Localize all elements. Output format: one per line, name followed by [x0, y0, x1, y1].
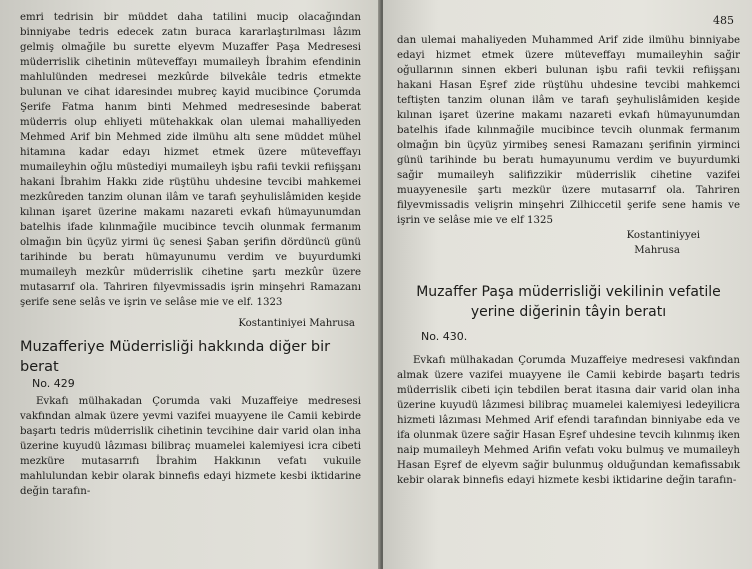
- left-section-body: Evkafı mülhakadan Çorumda vaki Muzaffeiye medresesi vakfından almak üzere yevmi vazifei muayyene ile Camii kebirde başartı tedris müderrislik cihetinin tevcihine dair varid olan inha üzerine kuyudü lâzıması bilibraç muamelei kalemiyesi icra cibeti mezküre mutasarrıfı İbrahim Hakkının vefatı vukuile mahlulundan kebir olarak binnefis edayi hizmete kesbi iktidarine değin tarafın-: [20, 396, 361, 497]
- left-page-body: emri tedrisin bir müddet daha tatilini mucip olacağından binniyabe tedris edecek zatın buraca kararlaştırılması lâzım gelmiş olmağile bu surette elyevm Muzaffer Paşa Medresesi müderrislik cihetinin müteveffayı mumaileyh İbrahim efendinin mahlulünden medresei mezkûrde bilvekâle tedris etmekte bulunan ve cihat idaresindeı mubreç kayid mucibince Çorumda Şerife Fatma hanım binti Mehmed medresesinde baberat müderris olup ehliyeti mütehakkak olan ulemai mahalliyeden Mehmed Arif bin Mehmed zide ilmühu altı sene müddet mühel hitamına kadar edayı hizmet etmek üzere müteveffayı mumaileyhin oğlu müstediyi mumaileyh işbu rafii tevkii refiişşanı hakani İbrahim Hakkı zide rüştühu uhdesine tevcibi mahkemei mezkûreden tanzim olunan ilâm ve tarafı şeyhulislâmiden keşide kılınan işaret üzerine makamı nazareti evkafı hümayunumdan batelhis ifade kılınmağile mucibince tevcih olunmak fermanım olmağın bin üçyüz yirmi üç senesi Şaban şerifin dördüncü günü tarihinde bu beratı hümayunumu verdim ve buyurdumki mumaileyh mezkûr müderrislik cihetine şartı mezkûr üzere mutasarrıf ola. Tahriren fılyevmissadis işrin minşehri Ramazanı şerife sene selâs ve işrin ve selâse mie ve elf. 1323: [20, 12, 361, 308]
- right-page-body: dan ulemai mahaliyeden Muhammed Arif zide ilmühu binniyabe edayi hizmet etmek üzere müteveffayı mumaileyhin sağir oğullarının sinnen ekberi bulunan işbu rafii tevkii refiişşanı hakani Hasan Eşref zide rüştühu uhdesine tevcibi mahkemci teftişten tanzim olunan ilâm ve tarafı şeyhulislâmiden keşide kılınan işaret üzerine makamı nazareti evkafı hümayunumdan batelhis ifade kılınmağile mucibince tevcih olunmak fermanım olmağın bin üçyüz yirmibeş senesi Ramazanı şerifinin yirminci günü tarihinde bu beratı humayunumu verdim ve buyurdumki sağir mumaileyh salifizzikir müderrislik cihetine vazifei muayyenesile şartı mezkür üzere mutasarrıf ola. Tahriren filyevmissadis velişrin minşehri Zilhiccetil şerife sene hamis ve işrin ve selâse mie ve elf 1325: [397, 35, 740, 226]
- page-number: 485: [713, 14, 734, 27]
- right-section-body: Evkafı mülhakadan Çorumda Muzaffeiye medresesi vakfından almak üzere vazifei muayyene ile Camii kebirde başartı tedris müderrislik cibeti için tebdilen berat itasına dair varid olan inha üzerine kuyudü lâzımesi bilibraç muamelei kalemiyesi ledeyilicra hizmeti lâzıması Mehmed Arif efendi tarafından binniyabe eda ve ifa olunmak üzere sağir Hasan Eşref uhdesine tevcih kılınmış iken naip mumaileyh Mehmed Arifin vefatı voku bulmuş ve mumaileyh Hasan Eşref de elyevm sağir bulunmuş olduğundan kemafissabık kebir olarak binnefis edayi hizmete kesbi iktidarine değin tarafın-: [397, 355, 740, 486]
- left-section-number: No. 429: [32, 377, 75, 390]
- right-signature-line1: Kostantiniyyei: [626, 230, 700, 241]
- right-section-number: No. 430.: [421, 330, 468, 343]
- right-section-heading-line1: Muzaffer Paşa müderrisliği vekilinin vefatile: [416, 284, 721, 300]
- left-section-heading: Muzafferiye Müderrisliği hakkında diğer bir berat: [20, 339, 331, 375]
- right-page: [383, 0, 752, 569]
- left-page-signature: Kostantiniyei Mahrusa: [238, 318, 355, 329]
- right-section-heading-line2: yerine diğerinin tâyin beratı: [470, 304, 667, 320]
- right-signature-line2: Mahrusa: [634, 245, 680, 256]
